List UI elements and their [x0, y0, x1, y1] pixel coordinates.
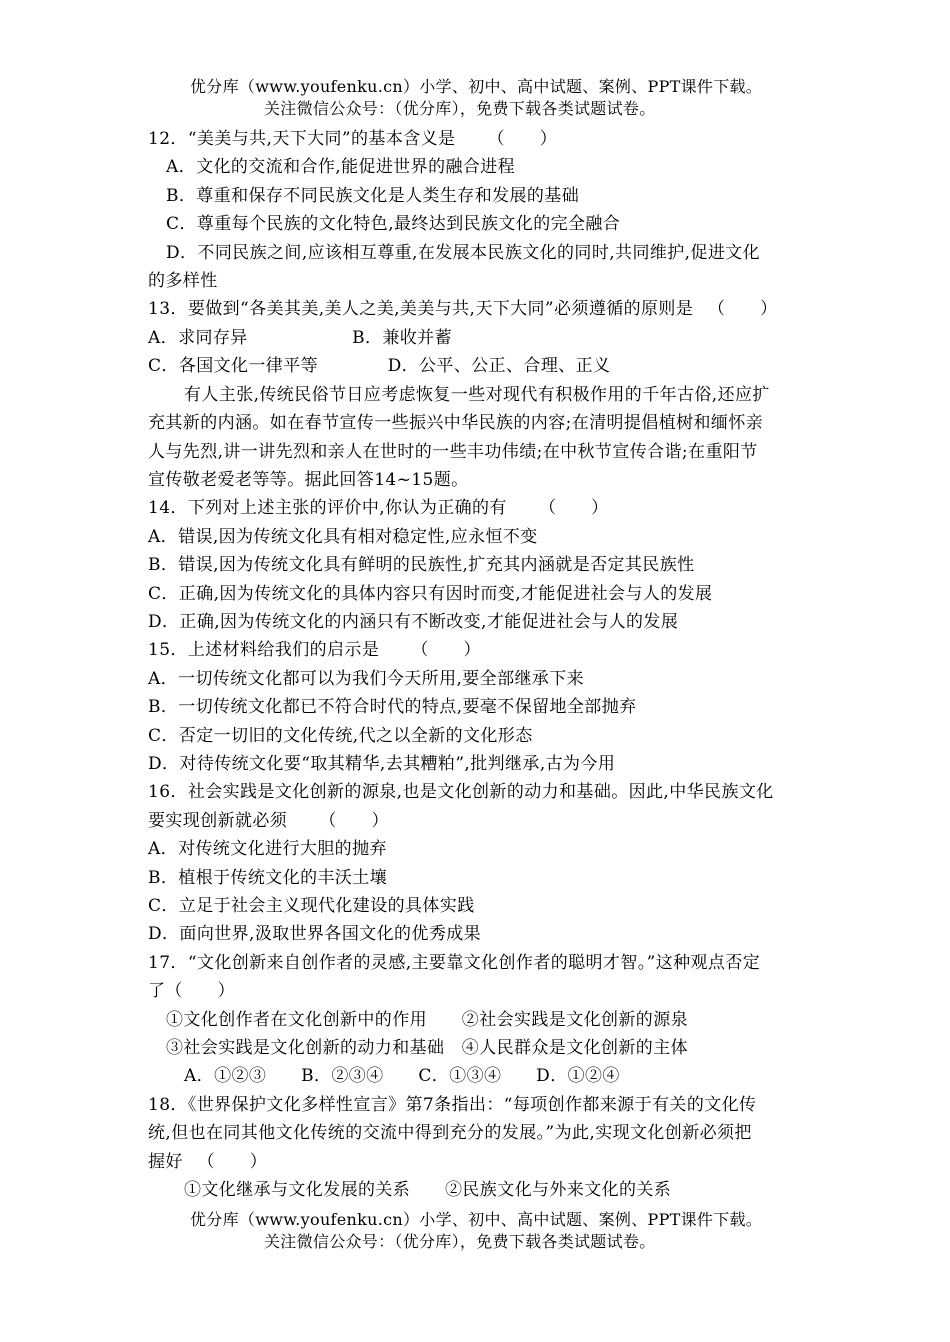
q12-stem: 12．“美美与共,天下大同”的基本含义是 （ ）: [148, 129, 558, 149]
q18-stem-line-3: 握好 （ ）: [148, 1152, 268, 1172]
q14-stem: 14．下列对上述主张的评价中,你认为正确的有 （ ）: [148, 498, 609, 518]
q12-option-c: C．尊重每个民族的文化特色,最终达到民族文化的完全融合: [166, 214, 621, 234]
q16-option-c: C．立足于社会主义现代化建设的具体实践: [148, 896, 475, 916]
q18-stem-line-1: 18．《世界保护文化多样性宣言》第7条指出：“每项创作都来源于有关的文化传: [148, 1095, 757, 1115]
header-line-2: 关注微信公众号：（优分库），免费下载各类试题试卷。: [264, 99, 656, 118]
q14-option-d: D．正确,因为传统文化的内涵只有不断改变,才能促进社会与人的发展: [148, 612, 679, 632]
q12-option-b: B．尊重和保存不同民族文化是人类生存和发展的基础: [166, 186, 580, 206]
q17-stem-line-2: 了（ ）: [148, 981, 235, 1001]
q18-items-12: ①文化继承与文化发展的关系 ②民族文化与外来文化的关系: [184, 1180, 672, 1200]
q13-options-cd: C．各国文化一律平等 D．公平、公正、合理、正义: [148, 356, 611, 376]
q16-stem-line-1: 16．社会实践是文化创新的源泉,也是文化创新的动力和基础。因此,中华民族文化: [148, 782, 774, 802]
q17-items-34: ③社会实践是文化创新的动力和基础 ④人民群众是文化创新的主体: [166, 1038, 688, 1058]
q14-option-b: B．错误,因为传统文化具有鲜明的民族性,扩充其内涵就是否定其民族性: [148, 555, 695, 575]
q16-stem-line-2: 要实现创新就必须 （ ）: [148, 811, 389, 831]
q16-option-d: D．面向世界,汲取世界各国文化的优秀成果: [148, 924, 482, 944]
q12-option-d-line-1: D．不同民族之间,应该相互尊重,在发展本民族文化的同时,共同维护,促进文化: [166, 243, 761, 263]
material-line-2: 充其新的内涵。如在春节宣传一些振兴中华民族的内容;在清明提倡植树和缅怀亲: [148, 413, 764, 433]
header-line-1: 优分库（www.youfenku.cn）小学、初中、高中试题、案例、PPT课件下载。: [190, 77, 763, 96]
q15-stem: 15．上述材料给我们的启示是 （ ）: [148, 640, 481, 660]
q12-option-a: A．文化的交流和合作,能促进世界的融合进程: [166, 157, 516, 177]
q17-items-12: ①文化创作者在文化创新中的作用 ②社会实践是文化创新的源泉: [166, 1010, 688, 1030]
q16-option-b: B．植根于传统文化的丰沃土壤: [148, 868, 388, 888]
q18-stem-line-2: 统,但也在同其他文化传统的交流中得到充分的发展。”为此,实现文化创新必须把: [148, 1123, 752, 1143]
q17-choices: A．①②③ B．②③④ C．①③④ D．①②④: [184, 1066, 620, 1086]
q14-option-c: C．正确,因为传统文化的具体内容只有因时而变,才能促进社会与人的发展: [148, 584, 713, 604]
q12-option-d-line-2: 的多样性: [148, 271, 218, 291]
q13-stem: 13．要做到“各美其美,美人之美,美美与共,天下大同”必须遵循的原则是 （ ）: [148, 299, 778, 319]
footer-line-1: 优分库（www.youfenku.cn）小学、初中、高中试题、案例、PPT课件下载。: [190, 1210, 763, 1229]
q15-option-c: C．否定一切旧的文化传统,代之以全新的文化形态: [148, 726, 533, 746]
q17-stem-line-1: 17．“文化创新来自创作者的灵感,主要靠文化创作者的聪明才智。”这种观点否定: [148, 953, 761, 973]
footer-line-2: 关注微信公众号：（优分库），免费下载各类试题试卷。: [264, 1232, 656, 1251]
q15-option-d: D．对待传统文化要“取其精华,去其糟粕”,批判继承,古为今用: [148, 754, 616, 774]
q16-option-a: A．对传统文化进行大胆的抛弃: [148, 839, 387, 859]
q14-option-a: A．错误,因为传统文化具有相对稳定性,应永恒不变: [148, 527, 538, 547]
q15-option-b: B．一切传统文化都已不符合时代的特点,要毫不保留地全部抛弃: [148, 697, 637, 717]
q13-options-ab: A．求同存异 B．兼收并蓄: [148, 328, 452, 348]
material-line-1: 有人主张,传统民俗节日应考虑恢复一些对现代有积极作用的千年古俗,还应扩: [184, 385, 770, 405]
material-line-4: 宣传敬老爱老等等。据此回答14~15题。: [148, 470, 469, 490]
material-line-3: 人与先烈,讲一讲先烈和亲人在世时的一些丰功伟绩;在中秋节宣传合谐;在重阳节: [148, 442, 758, 462]
q15-option-a: A．一切传统文化都可以为我们今天所用,要全部继承下来: [148, 669, 585, 689]
